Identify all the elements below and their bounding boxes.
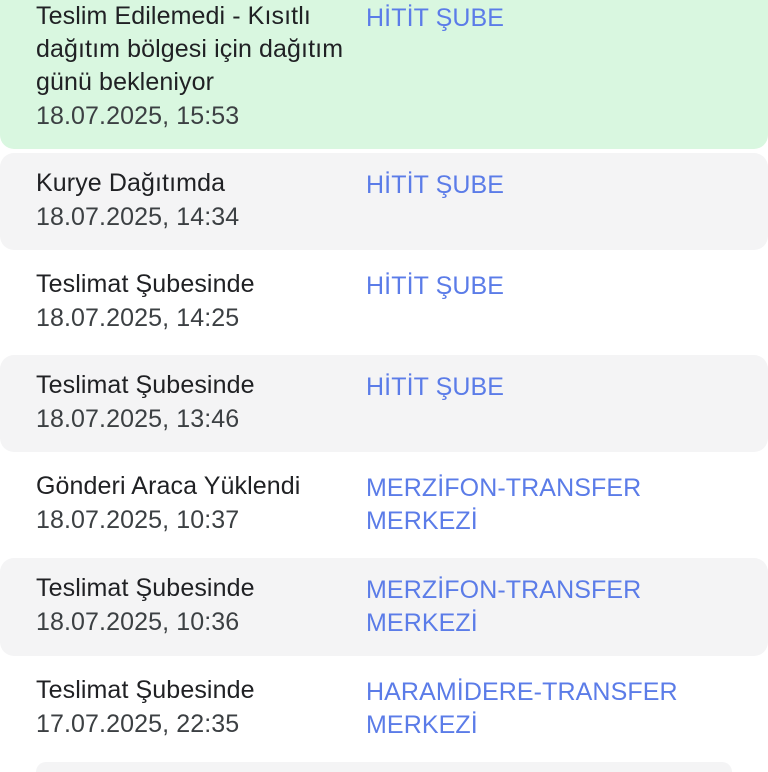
tracking-row-status-block: [36, 470, 366, 537]
tracking-datetime-text: 18.07.2025, 14:34: [36, 203, 240, 231]
tracking-datetime-text: 18.07.2025, 10:37: [36, 506, 240, 534]
tracking-row-status-block: [36, 572, 366, 639]
tracking-row-branch-block: [366, 369, 732, 404]
tracking-branch-link[interactable]: HİTİT ŞUBE: [366, 171, 505, 199]
tracking-row-status-block: [36, 0, 366, 133]
tracking-status-text: Teslimat Şubesinde: [36, 676, 255, 704]
tracking-row-branch-block: [366, 268, 732, 303]
tracking-datetime-text: 18.07.2025, 13:46: [36, 405, 240, 433]
tracking-row-branch-block: [366, 572, 732, 640]
tracking-branch-link[interactable]: MERZİFON-TRANSFER MERKEZİ: [366, 474, 642, 535]
tracking-status-text: Teslimat Şubesinde: [36, 371, 255, 399]
tracking-row-status-block: [36, 674, 366, 741]
tracking-branch-link[interactable]: HARAMİDERE-TRANSFER MERKEZİ: [366, 678, 678, 739]
tracking-row[interactable]: [0, 456, 768, 554]
tracking-row-status-block: [36, 268, 366, 335]
tracking-status-text: Teslim Edilemedi - Kısıtlı dağıtım bölgesi için dağıtım günü bekleniyor: [36, 2, 344, 96]
next-row-partial: [36, 762, 732, 772]
tracking-branch-link[interactable]: HİTİT ŞUBE: [366, 272, 505, 300]
tracking-status-text: Teslimat Şubesinde: [36, 574, 255, 602]
tracking-row[interactable]: [0, 254, 768, 351]
tracking-row[interactable]: [0, 355, 768, 452]
tracking-datetime-text: 18.07.2025, 10:36: [36, 608, 240, 636]
tracking-row[interactable]: [0, 660, 768, 758]
tracking-branch-link[interactable]: HİTİT ŞUBE: [366, 373, 505, 401]
tracking-row-branch-block: [366, 167, 732, 202]
tracking-branch-link[interactable]: HİTİT ŞUBE: [366, 4, 505, 32]
tracking-branch-link[interactable]: MERZİFON-TRANSFER MERKEZİ: [366, 576, 642, 637]
tracking-row-status-block: [36, 167, 366, 234]
tracking-row-status-block: [36, 369, 366, 436]
tracking-row[interactable]: [0, 0, 768, 149]
tracking-status-text: Teslimat Şubesinde: [36, 270, 255, 298]
tracking-row-branch-block: [366, 0, 732, 35]
tracking-row-branch-block: [366, 470, 732, 538]
tracking-status-text: Gönderi Araca Yüklendi: [36, 472, 301, 500]
tracking-datetime-text: 17.07.2025, 22:35: [36, 710, 240, 738]
tracking-datetime-text: 18.07.2025, 15:53: [36, 102, 240, 130]
tracking-status-text: Kurye Dağıtımda: [36, 169, 226, 197]
tracking-row[interactable]: [0, 558, 768, 656]
tracking-datetime-text: 18.07.2025, 14:25: [36, 304, 240, 332]
tracking-row[interactable]: [0, 153, 768, 250]
tracking-row-branch-block: [366, 674, 732, 742]
